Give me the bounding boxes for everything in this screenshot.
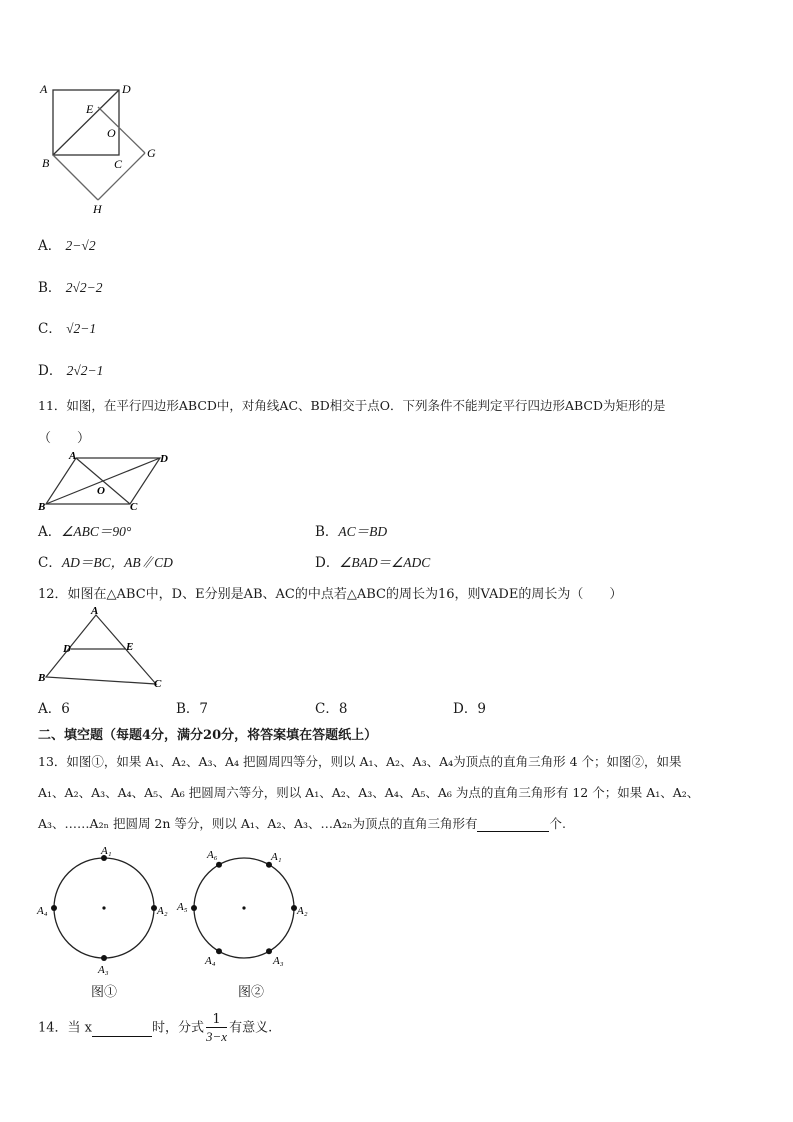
center-dot — [242, 906, 245, 909]
label-a5: A₅ — [177, 901, 188, 913]
q14-fraction: $\frac{1}{3-x}$ — [206, 1012, 228, 1044]
center-dot — [102, 906, 105, 909]
q13-figure-1 — [30, 840, 180, 1000]
label-b: B — [38, 672, 46, 684]
point-a5 — [191, 905, 197, 911]
diagonal-bd — [46, 458, 160, 504]
label-c: C — [114, 157, 123, 171]
q12-option-c[interactable]: C．8 — [315, 701, 348, 717]
label-a2: A₂ — [297, 905, 308, 917]
label-c: C — [130, 501, 138, 513]
point-a4 — [216, 948, 222, 954]
q12-option-a[interactable]: A．6 — [38, 701, 70, 717]
label-a4: A₄ — [205, 955, 216, 967]
q11-option-c[interactable]: C．AD＝BC，AB∥CD — [38, 555, 173, 571]
label-d: D — [63, 643, 71, 655]
q11-option-b[interactable]: B．AC＝BD — [315, 524, 388, 540]
label-a3: A₃ — [98, 964, 109, 976]
q12-option-d[interactable]: D．9 — [453, 701, 486, 717]
label-a1: A₁ — [271, 851, 282, 863]
label-a3: A₃ — [273, 955, 284, 967]
label-e: E — [86, 102, 94, 116]
point-a3 — [266, 948, 272, 954]
label-a1: A₁ — [101, 845, 112, 857]
label-d: D — [122, 82, 131, 96]
q12-option-b[interactable]: B．7 — [176, 701, 209, 717]
q10-option-d[interactable]: D． 2√2−1 — [38, 363, 104, 379]
q10-option-c[interactable]: C． √2−1 — [38, 321, 97, 337]
q10-option-b[interactable]: B． 2√2−2 — [38, 280, 103, 296]
label-a2: A₂ — [157, 905, 168, 917]
point-a6 — [216, 862, 222, 868]
label-a6: A₆ — [207, 849, 218, 861]
point-a4 — [51, 905, 57, 911]
q13-fig2-caption: 图② — [238, 985, 265, 1000]
diagonal-bd — [53, 90, 119, 155]
q13-answer-blank[interactable] — [477, 816, 549, 832]
q11-paren: （ ） — [38, 431, 91, 446]
q11-option-a[interactable]: A．∠ABC＝90° — [38, 524, 132, 540]
label-a: A — [69, 450, 77, 462]
label-c: C — [154, 678, 162, 690]
section-2-title: 二、填空题（每题4分，满分20分，将答案填在答题纸上） — [38, 728, 378, 743]
q10-option-a[interactable]: A． 2−√2 — [38, 238, 96, 254]
q13-line-3: A₃、……A₂ₙ 把圆周 2n 等分，则以 A₁、A₂、A₃、…A₂ₙ为顶点的直角三角形有 个. — [38, 816, 566, 831]
label-b: B — [42, 156, 50, 170]
label-a: A — [40, 82, 48, 96]
q12-stem: 12．如图在△ABC中，D、E分别是AB、AC的中点若△ABC的周长为16，则VADE的周长为（ ） — [38, 587, 623, 602]
label-h: H — [93, 202, 102, 216]
point-a3 — [101, 955, 107, 961]
label-b: B — [38, 501, 46, 513]
q13-line-2: A₁、A₂、A₃、A₄、A₅、A₆ 把圆周六等分，则以 A₁、A₂、A₃、A₄、A₅、A₆ 为点的直角三角形有 12 个；如果 A₁、A₂、 — [38, 785, 700, 800]
label-o: O — [107, 126, 116, 140]
q11-stem: 11．如图，在平行四边形ABCD中，对角线AC、BD相交于点O．下列条件不能判定平行四边形ABCD为矩形的是 — [38, 398, 666, 413]
q14-answer-blank[interactable] — [92, 1021, 152, 1037]
q10-figure — [30, 75, 170, 220]
q11-option-d[interactable]: D．∠BAD＝∠ADC — [315, 555, 431, 571]
q13-line-1: 13．如图①，如果 A₁、A₂、A₃、A₄ 把圆周四等分，则以 A₁、A₂、A₃、A₄为顶点的直角三角形 4 个；如图②，如果 — [38, 754, 682, 769]
label-d: D — [160, 453, 168, 465]
q13-figure-2 — [172, 840, 322, 1000]
label-g: G — [147, 146, 156, 160]
label-a4: A₄ — [37, 905, 48, 917]
label-o: O — [97, 485, 105, 497]
q14-stem: 14．当 x 时，分式 $\frac{1}{3-x}$ 有意义. — [38, 1012, 273, 1044]
q13-fig1-caption: 图① — [91, 985, 118, 1000]
q11-figure — [38, 448, 178, 513]
q12-figure — [38, 605, 173, 690]
label-e: E — [126, 641, 134, 653]
label-a: A — [91, 605, 99, 617]
